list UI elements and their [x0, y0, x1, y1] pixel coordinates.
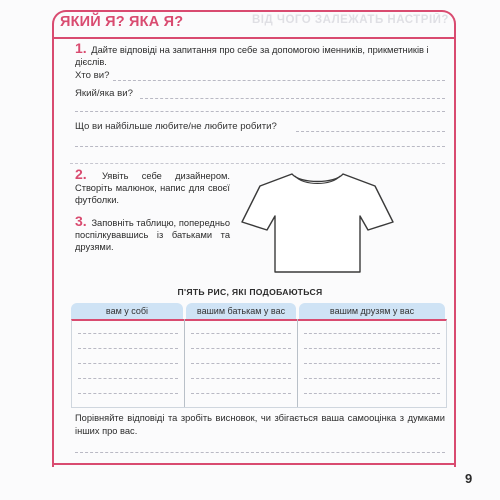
- section-divider: [70, 163, 445, 164]
- task-2-text: Уявіть себе дизайнером. Створіть малюнок, напис для своєї футболки.: [75, 171, 230, 205]
- table-row[interactable]: [304, 348, 440, 349]
- table-row[interactable]: [191, 348, 291, 349]
- answer-line-what[interactable]: [140, 98, 445, 99]
- task-2: [75, 168, 230, 206]
- column-header-friends: вашим друзям у вас: [299, 303, 445, 319]
- table-row[interactable]: [78, 348, 178, 349]
- task-3-text: Заповніть таблицю, попередньо поспілкувавшись із батьками та друзями.: [75, 218, 230, 252]
- column-divider-2: [297, 319, 298, 407]
- question-like: Що ви найбільше любите/не любите робити?: [75, 121, 277, 132]
- answer-line-like[interactable]: [296, 131, 445, 132]
- table-row[interactable]: [304, 363, 440, 364]
- task-1-text: Дайте відповіді на запитання про себе за допомогою іменників, прикметників і дієслів.: [75, 45, 429, 67]
- column-header-parents: вашим батькам у вас: [186, 303, 296, 319]
- answer-line-what-2[interactable]: [75, 111, 445, 112]
- table-row[interactable]: [78, 333, 178, 334]
- task-2-number: 2.: [75, 166, 87, 182]
- table-row[interactable]: [304, 393, 440, 394]
- table-row[interactable]: [78, 378, 178, 379]
- table-row[interactable]: [191, 393, 291, 394]
- conclusion-answer-line[interactable]: [75, 452, 445, 453]
- conclusion-prompt: Порівняйте відповіді та зробіть висновок, чи збігається ваша самооцінка з думками інших про вас.: [75, 413, 445, 436]
- table-title: П'ЯТЬ РИС, ЯКІ ПОДОБАЮТЬСЯ: [177, 287, 323, 297]
- table-row[interactable]: [304, 333, 440, 334]
- task-3-number: 3.: [75, 213, 87, 229]
- question-what: Який/яка ви?: [75, 88, 133, 99]
- table-row[interactable]: [78, 393, 178, 394]
- footer-divider: [52, 463, 454, 465]
- page-title: ЯКИЙ Я? ЯКА Я?: [60, 14, 184, 30]
- question-who: Хто ви?: [75, 70, 110, 81]
- answer-line-like-2[interactable]: [75, 146, 445, 147]
- show-through-heading: ВІД ЧОГО ЗАЛЕЖАТЬ НАСТРІЙ?: [252, 14, 449, 26]
- tshirt-outline-icon[interactable]: [240, 170, 395, 275]
- table-row[interactable]: [304, 378, 440, 379]
- table-row[interactable]: [191, 363, 291, 364]
- column-divider-1: [184, 319, 185, 407]
- header-divider: [52, 37, 454, 39]
- table-row[interactable]: [191, 333, 291, 334]
- task-1: [75, 42, 445, 68]
- column-header-self: вам у собі: [71, 303, 183, 319]
- table-row[interactable]: [78, 363, 178, 364]
- task-3: [75, 215, 230, 253]
- answer-line-who[interactable]: [113, 80, 445, 81]
- page-number: 9: [465, 471, 473, 486]
- task-1-number: 1.: [75, 40, 87, 56]
- table-row[interactable]: [191, 378, 291, 379]
